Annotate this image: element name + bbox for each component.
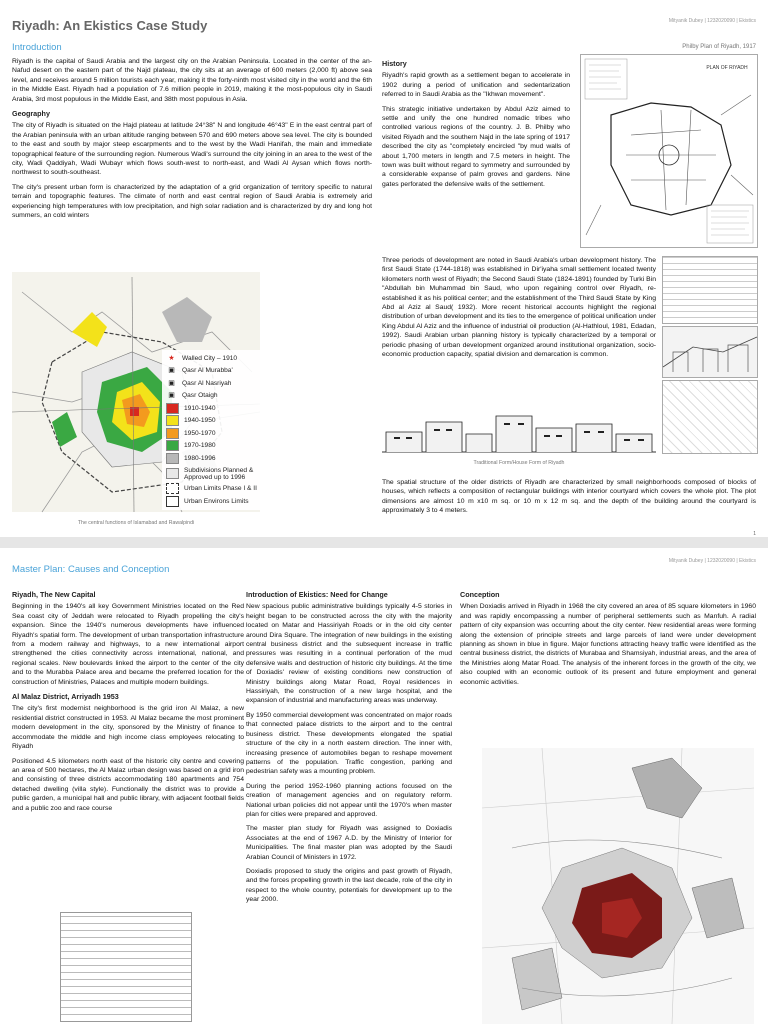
al-malaz-paragraph-2: Positioned 4.5 kilometers north east of the historic city centre and covering an area of 500 hectares, the Al Malaz urban design was based on a grid iron and consisting of three districts accommodating 180 apartments and 754 detached dwelling (villa style). Functionally the district was to provide a public garden, a municipal hall and public library, with adjacent football fields and a public zoo and race course [12,757,244,812]
column-three [460,588,756,692]
building-icon: ▣ [168,392,175,400]
swatch [166,453,179,464]
author-meta: Mityanik Dubey | 1232020090 | Ekistics [668,18,756,24]
history-heading: History [382,59,407,68]
swatch [166,440,179,451]
page-separator [0,537,768,548]
growth-map [12,272,260,512]
map-legend [162,350,264,510]
legend-item: 1970-1980 [166,440,264,453]
master-plan-svg [482,748,754,1024]
legend-item: 1940-1950 [166,415,264,428]
legend-item: 1980-1996 [166,452,264,465]
star-icon: ★ [168,354,175,362]
legend-item: ★ Walled City – 1910 [166,352,264,365]
geography-paragraph: The city of Riyadh is situated on the Hajd plateau at latitude 24°38" N and longitude 46°43" E in the east central part of the Arabian peninsula with an urban altitude ranging between 570 and 690 meters above sea level. The city is bounded to the east and south by major steep escarpments and to the west by the Wadi Hanifah, the main and immediate topographical feature of the surrounding region. Numerous Wadi's surround the city joining in an area to the west of the city, Wadi Qaddiyah, Wadi Wubayr which flows south-west to north-east, and Wadi Al Aysan which flows north-northwest to south-southeast. [12,122,372,177]
author-meta: Mityanik Dubey | 1232020090 | Ekistics [668,558,756,564]
house-elevation-drawing [382,404,656,456]
philby-caption: Philby Plan of Riyadh, 1917 [682,44,756,50]
swatch [166,468,179,479]
ekistics-paragraph-2: By 1950 commercial development was concentrated on major roads that connected palace districts to the airport and to the central business district. These developments elongated the spatial structure of the city in a north eastern direction. The inner with, increasing presence of automobiles began to reshape movement patterns of the population. Traffic congestion, parking and pedestrian safety was a mounting problem. [246,711,452,776]
page-title: Riyadh: An Ekistics Case Study [12,18,208,33]
ekistics-paragraph-3: During the period 1952-1960 planning actions focused on the creation of management agencies and on regulatory reform. National urban policies did not appear until the 1970's when master plan for cities were prepared and approved. [246,782,452,818]
philby-map-title: PLAN OF RIYADH [706,65,748,71]
philby-plan-svg [581,55,757,247]
neighborhood-plan-1 [662,256,758,324]
neighborhood-plan-2 [662,380,758,454]
house-caption: Traditional Form/House Form of Riyadh [473,460,565,466]
page-number: 1 [753,531,756,537]
urban-form-paragraph: The city's present urban form is characterized by the adaptation of a grid organization of territory specific to natural terrain and topographic features. The climate of north and east central region of Saudi Arabia is extremely arid experiencing high temperatures with low precipitation, and high solar radiation and is characterized by dry and long hot summers, an cold winters [12,183,372,220]
swatch [166,403,179,414]
section-master-plan: Master Plan: Causes and Conception [12,564,170,575]
legend-item: Subdivisions Planned & Approved up to 1996 [166,465,264,483]
legend-item: ▣ Qasr Al Murabba' [166,365,264,378]
ekistics-paragraph-4: The master plan study for Riyadh was assigned to Doxiadis Associates at the end of 1967 A.D. by the Ministry of Interior for Municipalities. The final master plan was adopted by the Saudi Arabian Council of Ministers in 1972. [246,825,452,861]
legend-item: ▣ Qasr Otaigh [166,390,264,403]
new-capital-paragraph: Beginning in the 1940's all key Government Ministries located on the Red Sea coast city of Jeddah were relocated to Riyadh propelling the city's expansion. Since the 1940's numerous developments have influenced Riyadh's spatial form. The development of urban transportation infrastructure from a modern railway and highways, to a new international airport strengthened the cities connectivity across international, national, and regional scales. New boulevards linked the airport to the center of the city and to the Murabba Palace area and became the preferred location for the construction of Ministries, Palaces and multiple modern buildings. [12,603,244,686]
legend-item: Urban Environs Limits [166,495,264,508]
building-icon: ▣ [168,367,175,375]
legend-item: 1950-1970 [166,427,264,440]
history-paragraph-1: Riyadh's rapid growth as a settlement began to accelerate in 1902 during a period of unification and sedentarization referred to in Saudi Arabia as the "Ikhwan movement". [382,72,570,99]
conception-paragraph: When Doxiadis arrived in Riyadh in 1968 the city covered an area of 85 square kilometers in 1960 and was rapidly encompassing a number of peripheral settlements such as Manfuh. A radial pattern of city expansion was occurring about the city center. New residential areas were forming along the extension of principle streets and large parcels of land were under development planning as shown in blue in figure. Major functions attracting heavy traffic were identified as the central business district, the districts of Murabaa and Shamsiyah, industrial areas, and the area of the Ministries along Matar Road. The analysis of the inherent forces in the growth of the city, we also coupled with an economic outlook of its present and future employment and general economic activities. [460,603,756,686]
street-sketch [662,326,758,378]
legend-item: 1910-1940 [166,402,264,415]
column-one [12,588,244,818]
intro-paragraph: Riyadh is the capital of Saudi Arabia and the largest city on the Arabian Peninsula. Located in the center of the an-Nafud desert on the eastern part of the Najd plateau, the city sits at an average of 600 meters (2,000 ft) above sea level, and receives around 5 million tourists each year, making it the forty-ninth most visited city in the world and the 6th in the Middle East. Riyadh had a population of 7.6 million people in 2019, making it the most-populous city in Saudi Arabia, 3rd most populous in the Middle East, and 38th most populous in Asia. [12,58,372,103]
development-paragraph: Three periods of development are noted in Saudi Arabia's urban development history. The first Saudi State (1744-1818) was established in Dir'iyaha small settlement located twenty kilometers north west of Riyadh; the Second Saudi State (1824-1891) founded by Turki Bin "Abdullah bin Muhammad bin Saud, who upon regaining control over Riyadh, re-established it as his political center; and the establishment of the Third Saudi State by King Abd al Aziz al Saud( 1932). More recent historical accounts highlight the regional distribution of urban development and its ties to the emergence of political unification under King Abdul Al Aziz and the influence of industrial oil production (Al-Hathloul, 1981, Edadan, 1992). Saudi Arabian urban planning history is typically characterized by a temporal or periodic phasing of urban development organized around institutional organization, socio-economic production capacity, spatial division and demarcation is common. [382,257,656,359]
history-column [382,57,570,194]
legend-item: Urban Limits Phase I & II [166,483,264,496]
left-column-text [12,57,372,220]
building-icon: ▣ [168,379,175,387]
history-paragraph-2: This strategic initiative undertaken by Abdul Aziz aimed to settle and unify the one hundred nomadic tribes who controlled various regions of the country. J. B. Philby who visited Riyadh and the southern Najd in the late spring of 1917 described the city as "completely encircled "by mud walls of about 1,700 meters in length and 7.5 meters in height. The town was built without regard to symmetry and surrounded by a considerable expanse of palm groves and gardens. Nine gates perforated the defensive walls of the settlement. [382,105,570,188]
swatch [166,428,179,439]
swatch [166,415,179,426]
ekistics-paragraph-1: New spacious public administrative buildings typically 4-5 stories in height began to be constructed across the city with the majority located on Matar and Hassiriyah Roads or in the old city center around Dira Square. The integration of new buildings in the existing central business district and the subsequent increase in traffic pressures was resulting in a continual perforation of the mud defensive walls and destruction of historic city buildings. At the time of Doxiadis' review of existing conditions new construction of Ministry buildings along Matar Road, Royal residences in Hassiriyah, the construction of a new large hospital, and the expansion of industrial and manufacturing areas was underway. [246,603,452,705]
swatch [166,496,179,507]
conception-heading: Conception [460,590,500,599]
section-introduction: Introduction [12,42,62,53]
new-capital-heading: Riyadh, The New Capital [12,590,96,599]
al-malaz-heading: Al Malaz District, Arriyadh 1953 [12,692,119,702]
al-malaz-grid-plan [60,912,192,1022]
street-sketch-svg [663,327,757,377]
legend-item: ▣ Qasr Al Nasriyah [166,377,264,390]
ekistics-paragraph-5: Doxiadis proposed to study the origins and past growth of Riyadh, and the forces propelling growth in the last decade, role of the city in respect to the whole country, potentials for development up to the year 2000. [246,867,452,904]
column-two [246,588,452,910]
geography-heading: Geography [12,109,50,119]
ekistics-heading: Introduction of Ekistics: Need for Change [246,590,388,599]
spatial-paragraph: The spatial structure of the older districts of Riyadh are characterized by small neighborhoods composed of blocks of houses, which reflects a composition of rectangular buildings with interior courtyard which covers the whole plot. The plot dimensions are almost 10 m x10 m sq. or 10 m x 12 m sq. and the depth of the building around the courtyard is approximately 3 to 4 meters. [382,479,756,515]
master-plan-map [482,748,754,1024]
al-malaz-paragraph-1: The city's first modernist neighborhood is the grid iron Al Malaz, a new residential district constructed in 1953. Al Malaz became the most prominent modern development in the city, sponsored by the Ministry of finance to accommodate the middle and high income class employees relocating to Riyadh [12,705,244,751]
page-two [0,548,768,1024]
swatch [166,483,179,494]
house-elevation-svg [382,404,656,456]
philby-plan-figure [580,54,758,248]
map-caption: The central functions of Islamabad and Rawalpindi [77,520,195,526]
